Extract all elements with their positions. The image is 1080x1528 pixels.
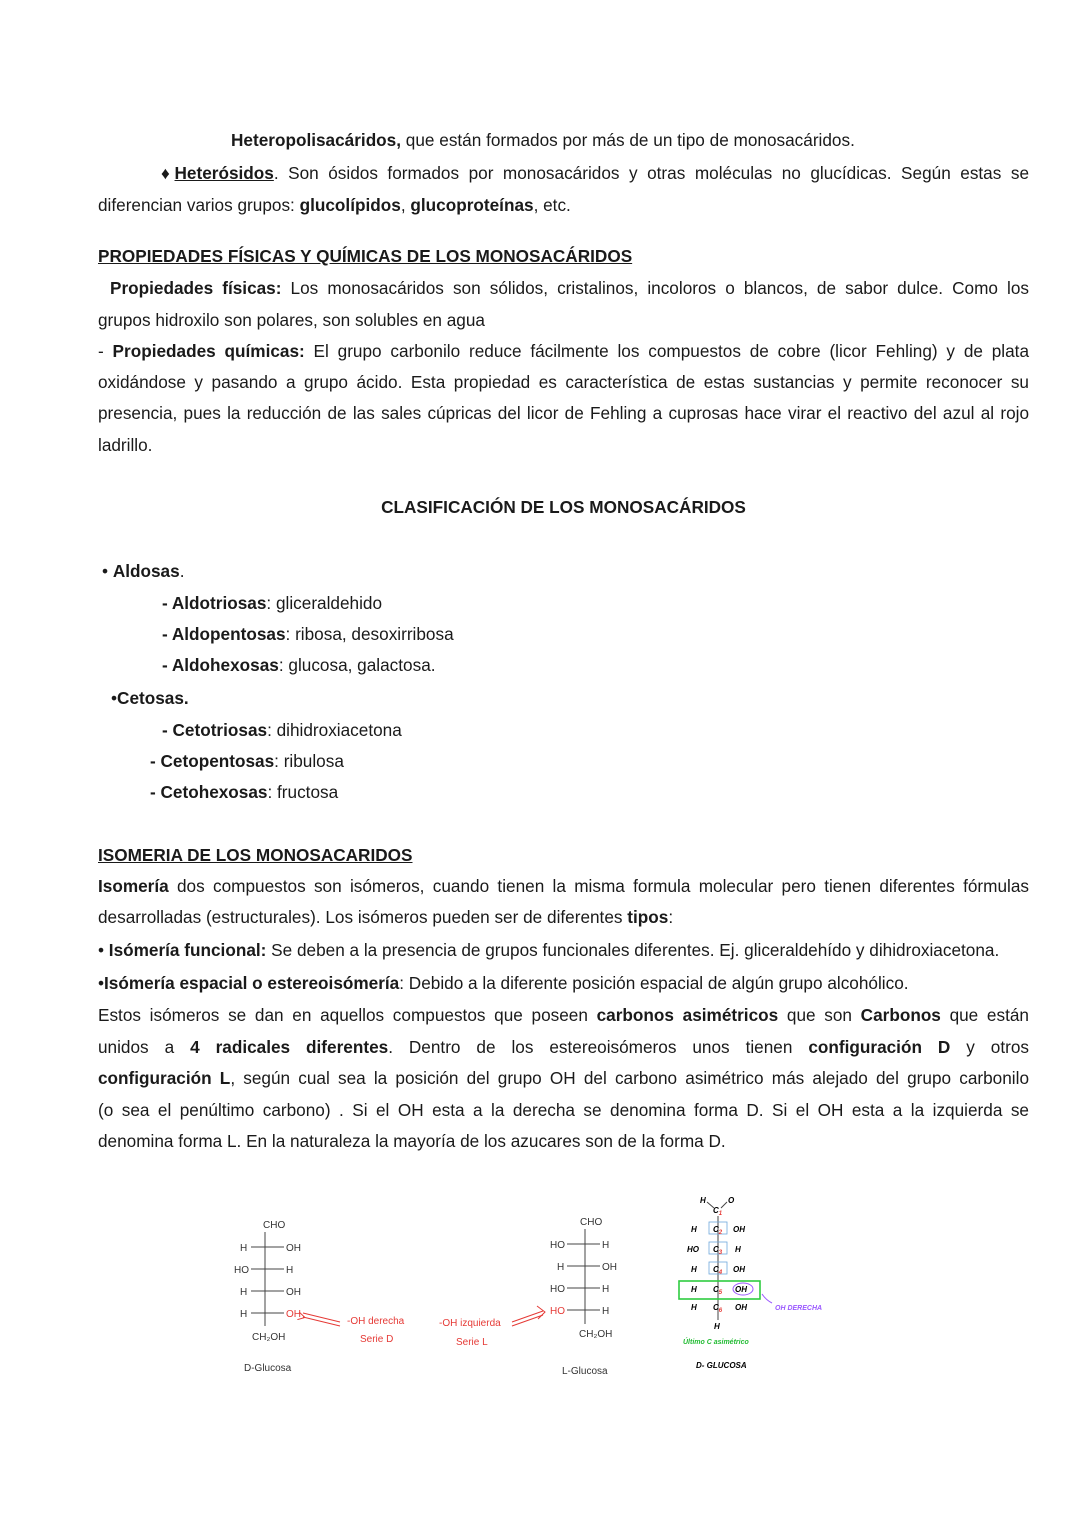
item-name: - Aldohexosas [162, 655, 279, 675]
oh-note: OH DERECHA [775, 1305, 823, 1312]
text: que son [778, 1005, 861, 1025]
fisicas-line2: grupos hidroxilo son polares, son solubles en agua [98, 310, 485, 330]
n-top-o: O [728, 1196, 735, 1205]
bullet-icon: • [98, 940, 109, 960]
term-isomeria: Isomería [98, 876, 169, 896]
cetosas-item [162, 719, 1029, 741]
numbered-glucose-structure [679, 1196, 822, 1370]
n-bottom-h: H [714, 1322, 720, 1331]
term: configuración L [98, 1068, 231, 1088]
term-aldosas: Aldosas [112, 561, 180, 581]
aldosas-item [162, 623, 1029, 645]
isomeria-p2-line4: (o sea el penúltimo carbono) . Si el OH esta a la derecha se denomina forma D. Si el OH esta a la izquierda se [98, 1100, 1029, 1120]
text: y otros [950, 1037, 1029, 1057]
term: carbonos asimétricos [596, 1005, 779, 1025]
term-heterosidos: Heterósidos [174, 163, 274, 183]
quimicas-line2: oxidándose y pasando a grupo ácido. Esta propiedad es característica de estas sustancias y permite reconocer su [98, 372, 1029, 392]
diamond-bullet-icon: ♦ [161, 163, 175, 183]
text: . Dentro de los estereoisómeros unos tienen [388, 1037, 809, 1057]
l-right-2: H [602, 1284, 610, 1295]
item-examples: : fructosa [267, 782, 339, 802]
item-name: - Cetopentosas [150, 751, 275, 771]
dash: - [98, 341, 113, 361]
n-right-0: OH [733, 1225, 745, 1234]
n-top-h: H [700, 1196, 706, 1205]
d-right-0: OH [286, 1243, 301, 1254]
text: que están formados por más de un tipo de monosacáridos. [401, 130, 855, 150]
fisicas-line1 [110, 277, 1029, 299]
item-examples: : ribulosa [274, 751, 344, 771]
isomeria-heading: ISOMERIA DE LOS MONOSACARIDOS [98, 845, 413, 865]
text: Se deben a la presencia de grupos funcionales diferentes. Ej. gliceraldehído y dihidroxiacetona. [266, 940, 1000, 960]
term: Carbonos [860, 1005, 941, 1025]
term-glucolipidos: glucolípidos [299, 195, 401, 215]
text: unidos a [98, 1037, 191, 1057]
isomeria-funcional [98, 939, 1029, 961]
l-bottom: CH₂OH [579, 1329, 613, 1340]
label-quimicas: Propiedades químicas: [112, 341, 305, 361]
last-c-note: Último C asimétrico [683, 1339, 749, 1346]
term-heteropolisacaridos: Heteropolisacáridos, [231, 130, 402, 150]
n-left-4: H [691, 1303, 697, 1312]
l-left-2: HO [550, 1284, 565, 1295]
l-annotation-1: -OH izquierda [439, 1318, 501, 1329]
carbon-5: $C_5$ [713, 1285, 723, 1296]
item-examples: : gliceraldehido [266, 593, 383, 613]
text: El grupo carbonilo reduce fácilmente los compuestos de cobre (licor Fehling) y de plata [304, 341, 1030, 361]
isomeria-espacial [98, 972, 1029, 994]
l-right-3: H [602, 1306, 610, 1317]
n-right-2: OH [733, 1265, 745, 1274]
text: Los monosacáridos son sólidos, cristalinos, incoloros o blancos, de sabor dulce. Como los [281, 278, 1029, 298]
l-caption: L-Glucosa [562, 1366, 608, 1377]
d-right-2: OH [286, 1287, 301, 1298]
carbon-3: $C_3$ [713, 1245, 723, 1256]
term-espacial: Isómería espacial o estereoisómería [104, 973, 400, 993]
aldosas-label [102, 560, 1029, 582]
l-right-1: OH [602, 1262, 617, 1273]
item-name: - Cetohexosas [150, 782, 268, 802]
text: desarrolladas (estructurales). Los isómeros pueden ser de diferentes [98, 907, 628, 927]
term-funcional: Isómería funcional: [108, 940, 267, 960]
quimicas-line4: ladrillo. [98, 435, 153, 455]
carbon-1: $C_1$ [713, 1206, 723, 1217]
cetosas-item [150, 781, 1029, 803]
isomeria-p1-line2 [98, 906, 1029, 928]
d-left-2: H [240, 1287, 248, 1298]
text: dos compuestos son isómeros, cuando tienen la misma formula molecular pero tienen diferentes fórmulas [168, 876, 1029, 896]
d-caption: D-Glucosa [244, 1363, 292, 1374]
isomeria-p2-line5: denomina forma L. En la naturaleza la mayoría de los azucares son de la forma D. [98, 1131, 726, 1151]
quimicas-line1 [98, 340, 1029, 362]
heterosidos-line2 [98, 194, 1029, 216]
arrow-icon [303, 1313, 340, 1326]
classification-heading: CLASIFICACIÓN DE LOS MONOSACÁRIDOS [381, 497, 746, 517]
l-left-0: HO [550, 1240, 565, 1251]
bullet-icon: • [102, 561, 109, 581]
n-right-4: OH [735, 1303, 747, 1312]
carbon-4: $C_4$ [713, 1265, 723, 1276]
l-top: CHO [580, 1217, 603, 1228]
isomeria-p2-line2 [98, 1036, 1029, 1058]
term-cetosas: Cetosas. [117, 688, 189, 708]
d-left-0: H [240, 1243, 248, 1254]
text: : [668, 907, 674, 927]
text: , según cual sea la posición del grupo OH del carbono asimétrico más alejado del grupo carbonilo [230, 1068, 1029, 1088]
n-left-1: HO [687, 1245, 699, 1254]
l-glucose-structure [439, 1217, 617, 1377]
text: . Son ósidos formados por monosacáridos y otras moléculas no glucídicas. Según estas se [273, 163, 1029, 183]
text: : Debido a la diferente posición espacial de algún grupo alcohólico. [399, 973, 909, 993]
n-right-1: H [735, 1245, 741, 1254]
d-right-1: H [286, 1265, 294, 1276]
l-right-0: H [602, 1240, 610, 1251]
glucose-diagram [0, 1180, 1080, 1390]
item-name: - Aldopentosas [162, 624, 286, 644]
label-fisicas: Propiedades físicas: [110, 278, 282, 298]
n-left-2: H [691, 1265, 697, 1274]
aldosas-item [162, 592, 1029, 614]
item-examples: : glucosa, galactosa. [278, 655, 436, 675]
text: Estos isómeros se dan en aquellos compuestos que poseen [98, 1005, 597, 1025]
heterosidos-line [161, 162, 1029, 184]
text: diferencian varios grupos: [98, 195, 300, 215]
n-right-3: OH [735, 1285, 747, 1294]
n-caption: D- GLUCOSA [696, 1361, 747, 1370]
d-right-3: OH [286, 1309, 301, 1320]
d-annotation-2: Serie D [360, 1334, 394, 1345]
d-left-3: H [240, 1309, 248, 1320]
d-glucose-structure [234, 1220, 405, 1374]
d-left-1: HO [234, 1265, 249, 1276]
term: 4 radicales diferentes [190, 1037, 389, 1057]
quimicas-line3: presencia, pues la reducción de las sales cúpricas del licor de Fehling a cuprosas hace virar el reactivo del azul al rojo [98, 403, 1029, 423]
text: . [179, 561, 185, 581]
bullet-icon: • [111, 688, 118, 708]
item-examples: : ribosa, desoxirribosa [285, 624, 454, 644]
l-left-1: H [557, 1262, 565, 1273]
d-bottom: CH₂OH [252, 1332, 286, 1343]
text: , [400, 195, 411, 215]
text: , etc. [533, 195, 571, 215]
isomeria-p1-line1 [98, 875, 1029, 897]
isomeria-p2-line1 [98, 1004, 1029, 1026]
arrow-icon [762, 1294, 772, 1303]
properties-heading: PROPIEDADES FÍSICAS Y QUÍMICAS DE LOS MONOSACÁRIDOS [98, 246, 633, 266]
cetosas-label [111, 687, 1029, 709]
n-left-0: H [691, 1225, 697, 1234]
term-glucoproteinas: glucoproteínas [410, 195, 534, 215]
aldosas-item [162, 654, 1029, 676]
item-name: - Aldotriosas [162, 593, 267, 613]
heteropolisacaridos-line [231, 129, 1029, 151]
text: que están [940, 1005, 1029, 1025]
l-annotation-2: Serie L [456, 1337, 488, 1348]
term: configuración D [808, 1037, 951, 1057]
l-left-3: HO [550, 1306, 565, 1317]
cetosas-item [150, 750, 1029, 772]
item-examples: : dihidroxiacetona [267, 720, 402, 740]
n-left-3: H [691, 1285, 697, 1294]
bullet-icon: • [98, 973, 105, 993]
carbon-6: $C_6$ [713, 1303, 723, 1314]
item-name: - Cetotriosas [162, 720, 268, 740]
d-annotation-1: -OH derecha [347, 1316, 405, 1327]
term-tipos: tipos [627, 907, 669, 927]
d-top: CHO [263, 1220, 286, 1231]
carbon-2: $C_2$ [713, 1225, 723, 1236]
isomeria-p2-line3 [98, 1067, 1029, 1089]
